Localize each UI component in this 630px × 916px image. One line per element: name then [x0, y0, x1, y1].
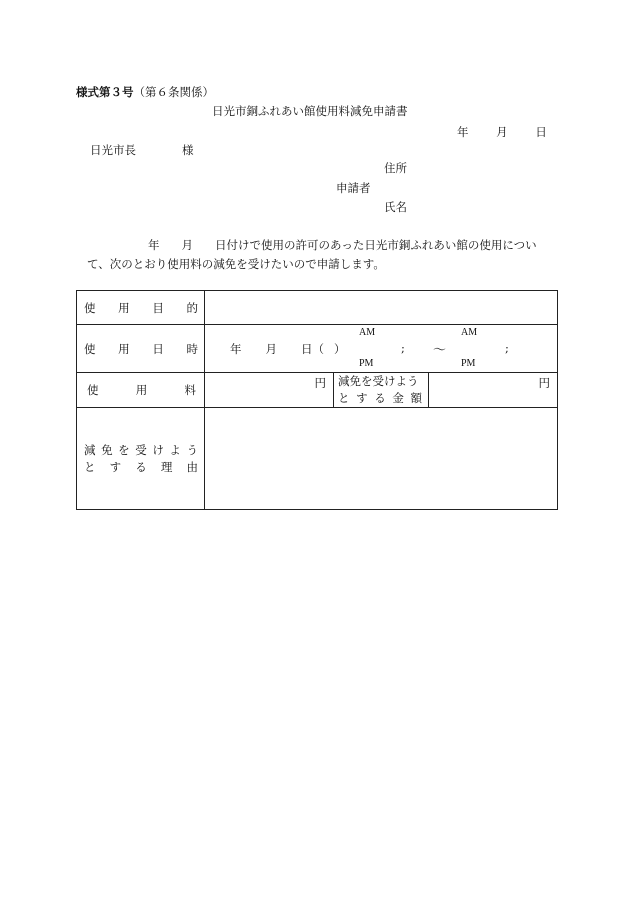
- form-number: 様式第３号: [76, 85, 134, 99]
- fee-yen-unit: 円: [314, 376, 326, 390]
- body-text-line-2: て、次のとおり使用料の減免を受けたいので申請します。: [87, 257, 385, 271]
- date-year-label: 年: [457, 125, 469, 139]
- application-table: [76, 290, 558, 510]
- body-text-line-1: [148, 237, 537, 253]
- reason-row: [77, 408, 558, 510]
- reason-field[interactable]: [205, 408, 558, 510]
- addressee: [90, 142, 194, 158]
- purpose-row: [77, 291, 558, 325]
- date-day-label: 日: [535, 125, 547, 139]
- start-pm: PM: [359, 358, 374, 369]
- datetime-label: 使 用 日 時: [77, 325, 205, 373]
- addressee-honorific: 様: [182, 143, 194, 157]
- start-am: AM: [359, 327, 376, 338]
- reduction-amount-field[interactable]: [429, 373, 558, 408]
- body-year: 年: [148, 238, 160, 252]
- reduction-amount-label: 減免を受けよう と す る 金 額: [334, 373, 429, 408]
- purpose-field[interactable]: [205, 291, 558, 325]
- purpose-label: 使 用 目 的: [77, 291, 205, 325]
- date-month-label: 月: [496, 125, 508, 139]
- dt-year-label: 年: [230, 342, 242, 356]
- datetime-row: [77, 325, 558, 373]
- name-label: 氏名: [384, 200, 407, 214]
- dt-paren-close: ）: [334, 342, 346, 356]
- fee-row: [77, 373, 558, 408]
- reduction-yen-unit: 円: [538, 376, 551, 390]
- datetime-field[interactable]: [205, 325, 558, 373]
- dt-month-label: 月: [265, 342, 277, 356]
- end-colon: ;: [505, 341, 509, 355]
- body-month: 月: [181, 238, 193, 252]
- form-relation: （第６条関係）: [133, 85, 214, 99]
- document-title: 日光市銅ふれあい館使用料減免申請書: [212, 104, 408, 118]
- end-am: AM: [461, 327, 478, 338]
- dt-day-label: 日（: [301, 342, 324, 356]
- end-pm: PM: [461, 358, 476, 369]
- application-date-line: [457, 124, 547, 140]
- applicant-label: 申請者: [336, 181, 371, 195]
- addressee-name: 日光市長: [90, 143, 136, 157]
- form-number-line: [76, 84, 214, 100]
- fee-amount-field[interactable]: [205, 373, 334, 408]
- address-label: 住所: [384, 161, 407, 175]
- range-tilde: ～: [433, 343, 447, 358]
- datetime-date: [230, 341, 346, 357]
- start-colon: ;: [401, 341, 405, 355]
- reason-label: 減 免 を 受 け よ う と す る 理 由: [77, 408, 205, 510]
- fee-label: 使 用 料: [77, 373, 205, 408]
- body-line1-rest: 日付けで使用の許可のあった日光市銅ふれあい館の使用につい: [215, 238, 537, 252]
